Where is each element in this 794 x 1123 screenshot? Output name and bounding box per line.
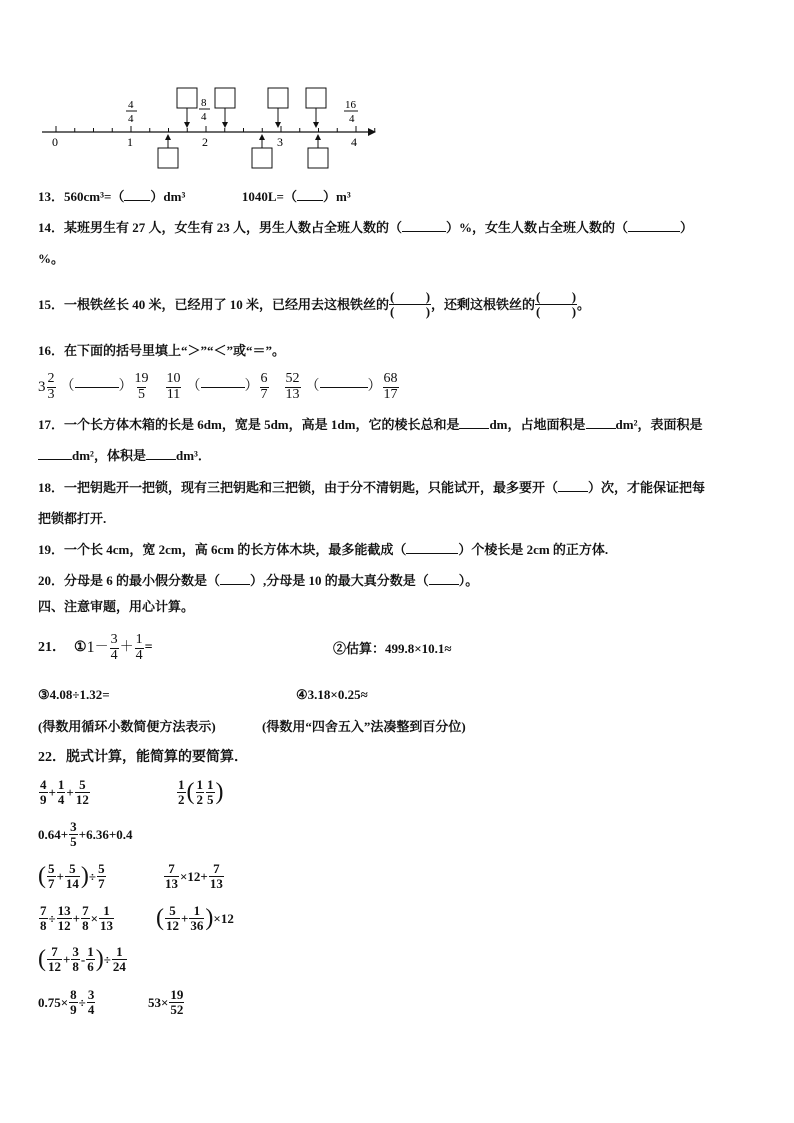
q18-number: 18． (38, 480, 65, 495)
fraction: $\frac{5}{7}$ (98, 860, 105, 891)
fraction: $\frac{1}{36}$ (190, 902, 204, 933)
fraction: $\frac{7}{8}$ (82, 902, 89, 933)
answer-box-bottom-3[interactable] (308, 148, 328, 168)
q21-eq: = (144, 640, 153, 655)
frac-6-7: $\frac{6}{7}$ (260, 370, 268, 402)
expr-10-pre: 53× (148, 994, 169, 1010)
frac-label-num-1: 4 (128, 99, 134, 111)
fraction: $\frac{7}{8}$ (40, 902, 47, 933)
q16-comparisons (38, 367, 400, 407)
expr-7: ( $\frac{5}{12}$ + $\frac{1}{36}$ ) ×12 (156, 902, 234, 933)
q17-c: dm²，体积是 (72, 448, 146, 463)
q19-blank[interactable] (406, 553, 458, 554)
fraction: $\frac{3}{5}$ (70, 818, 77, 849)
paren-close: ) (215, 779, 224, 805)
frac-3-4: $\frac{3}{4}$ (110, 631, 118, 663)
question-14 (38, 221, 693, 234)
q20-blank-2[interactable] (429, 584, 459, 585)
q15-fraction-left[interactable] (536, 290, 576, 318)
expr-4: ( $\frac{5}{7}$ + $\frac{5}{14}$ ) ÷ $\frac{5}{7}$ (38, 860, 105, 891)
q16-blank-2[interactable] (201, 387, 245, 388)
expr-5-mid: ×12+ (180, 868, 208, 884)
question-16 (38, 344, 285, 357)
q18-text: 一把钥匙开一把锁，现有三把钥匙和三把锁，由于分不清钥匙，只能试开，最多要开（ (64, 480, 559, 495)
q18-blank[interactable] (558, 491, 588, 492)
q14-mid: ）%，女生人数占全班人数的（ (446, 220, 629, 235)
answer-box-top-3[interactable] (268, 88, 288, 108)
fraction: $\frac{1}{2}$ (196, 776, 203, 807)
paren-open: ( (536, 288, 541, 304)
paren-close: ） (118, 379, 133, 394)
q21-estimate: 估算：499.8×10.1≈ (346, 641, 452, 656)
paren-close: ) (571, 288, 577, 304)
q15-number: 15． (38, 296, 65, 312)
q16-blank-1[interactable] (75, 387, 119, 388)
fraction: $\frac{8}{9}$ (70, 986, 77, 1017)
q19-text: 一个长 4cm，宽 2cm，高 6cm 的长方体木块，最多能截成（ (64, 542, 407, 557)
paren-open: ( (390, 288, 395, 304)
q13-part-a: 560cm³=（ (64, 189, 125, 204)
q20-mid: ）,分母是 10 的最大真分数是（ (250, 573, 429, 588)
q14-text: 某班男生有 27 人，女生有 23 人，男生人数占全班人数的（ (64, 220, 403, 235)
expr-5 (163, 858, 225, 894)
q18-end: ）次，才能保证把每 (588, 480, 706, 495)
question-18 (38, 481, 705, 494)
q17-number: 17． (38, 417, 65, 432)
q17-blank-1[interactable] (459, 428, 489, 429)
fraction: $\frac{1}{5}$ (207, 776, 214, 807)
expr-3-pre: 0.64+ (38, 826, 69, 842)
q21-expr-4: 3.18×0.25≈ (307, 687, 368, 702)
question-21-item2 (333, 642, 452, 655)
fraction: $\frac{5}{12}$ (166, 902, 179, 933)
tick-label-4: 4 (351, 135, 357, 149)
answer-box-bottom-1[interactable] (158, 148, 178, 168)
question-13 (38, 190, 351, 203)
q21-number: 21． (38, 640, 66, 655)
paren-close: ) (205, 905, 214, 931)
q22-number: 22． (38, 750, 66, 765)
q21-expr-3: 4.08÷1.32= (49, 687, 110, 702)
q15-end: 。 (577, 296, 591, 312)
frac-68-17: $\frac{68}{17}$ (383, 370, 398, 402)
q17-b: dm²，表面积是 (615, 417, 703, 432)
expr-2 (176, 774, 224, 810)
question-22 (38, 751, 248, 765)
paren-close: ) (425, 288, 431, 304)
fraction: $\frac{4}{9}$ (40, 776, 47, 807)
q22-text: 脱式计算，能简算的要简算． (66, 750, 248, 765)
fraction: $\frac{1}{6}$ (87, 943, 94, 974)
q21-plus: ＋ (119, 640, 134, 655)
q13-number: 13． (38, 189, 65, 204)
q21-minus: － (94, 640, 109, 655)
paren-open: ( (156, 905, 164, 931)
frac-label-den-1: 4 (128, 113, 134, 125)
q17-blank-2[interactable] (586, 428, 616, 429)
question-21-item4 (296, 688, 368, 701)
q16-text: 在下面的括号里填上“＞”“＜”或“＝”。 (64, 343, 286, 358)
paren-open: （ (60, 379, 75, 394)
q21-circle-4: ④ (296, 687, 308, 702)
q14-end: ） (680, 220, 694, 235)
question-15 (38, 282, 590, 326)
fraction: $\frac{7}{13}$ (209, 860, 223, 891)
fraction: $\frac{1}{13}$ (99, 902, 113, 933)
fraction: $\frac{3}{4}$ (87, 986, 95, 1017)
fraction: $\frac{1}{4}$ (57, 776, 65, 807)
q13-part-b: ）dm³ (150, 189, 186, 204)
q17-blank-4[interactable] (146, 459, 176, 460)
frac-2-3: $\frac{2}{3}$ (47, 370, 55, 402)
q13-blank-2[interactable] (297, 200, 323, 201)
question-20 (38, 574, 478, 587)
paren-close: ) (80, 863, 89, 889)
q17-text: 一个长方体木箱的长是 6dm，宽是 5dm，高是 1dm，它的棱长总和是 (64, 417, 460, 432)
paren-open: ( (390, 303, 395, 319)
q15-fraction-used[interactable] (390, 290, 430, 318)
q14-number: 14． (38, 220, 65, 235)
paren-open: ( (38, 946, 46, 972)
q17-blank-3[interactable] (38, 459, 72, 460)
frac-19-5: $\frac{19}{5}$ (134, 370, 149, 402)
expr-3 (38, 816, 133, 852)
paren-open: ( (536, 303, 541, 319)
frac-label-num-3: 16 (345, 99, 356, 111)
q14-blank-1[interactable] (402, 231, 446, 232)
expr-7-post: ×12 (213, 910, 234, 926)
paren-open: （ (186, 379, 201, 394)
number-line (38, 84, 378, 174)
expr-6: $\frac{7}{8}$ ÷ $\frac{13}{12}$ + $\frac{7}{8}$ × $\frac{1}{13}$ (40, 902, 113, 933)
fraction: $\frac{1}{2}$ (178, 776, 185, 807)
question-19 (38, 543, 608, 556)
paren-open: ( (38, 863, 46, 889)
q14-blank-2[interactable] (628, 231, 680, 232)
q21-note-3: (得数用循环小数简便方法表示) (38, 719, 216, 734)
expr-3-post: +6.36+0.4 (78, 826, 133, 842)
tick-label-3: 3 (277, 135, 283, 149)
q15-mid: ，还剩这根铁丝的 (431, 296, 536, 312)
fraction: $\frac{5}{14}$ (65, 860, 79, 891)
fraction: $\frac{13}{12}$ (57, 902, 71, 933)
paren-close: ) (95, 946, 104, 972)
tick-label-2: 2 (202, 135, 208, 149)
fraction: $\frac{3}{8}$ (72, 943, 79, 974)
fraction: $\frac{7}{13}$ (165, 860, 178, 891)
expr-9: 0.75× $\frac{8}{9}$ ÷ $\frac{3}{4}$ (38, 986, 95, 1017)
section-heading: 四、注意审题，用心计算。 (38, 599, 195, 614)
frac-52-13: $\frac{52}{13}$ (285, 370, 300, 402)
tick-label-0: 0 (52, 135, 58, 149)
fraction: $\frac{5}{7}$ (48, 860, 55, 891)
frac-10-11: $\frac{10}{11}$ (166, 370, 181, 402)
expr-8: ( $\frac{7}{12}$ + $\frac{3}{8}$ - $\frac{1}{6}$ ) ÷ $\frac{1}{24}$ (38, 943, 126, 974)
paren-close: ） (244, 379, 259, 394)
q20-number: 20． (38, 573, 65, 588)
frac-label-den-2: 4 (201, 111, 207, 123)
answer-box-top-1[interactable] (177, 88, 197, 108)
question-21-row1 (38, 630, 153, 666)
q17-a: dm，占地面积是 (489, 417, 586, 432)
q15-text: 一根铁丝长 40 米，已经用了 10 米，已经用去这根铁丝的 (64, 296, 390, 312)
paren-close: ) (425, 303, 431, 319)
paren-open: ( (186, 779, 195, 805)
answer-box-top-4[interactable] (306, 88, 326, 108)
paren-close: ） (367, 379, 382, 394)
fraction: $\frac{7}{12}$ (48, 943, 61, 974)
paren-open: （ (305, 379, 320, 394)
q21-circle-3: ③ (38, 687, 50, 702)
paren-close: ) (571, 303, 577, 319)
q21-circle-1: ① (74, 640, 87, 655)
q21-one: 1 (86, 639, 95, 656)
q14-line2: %。 (38, 251, 65, 266)
answer-box-bottom-2[interactable] (252, 148, 272, 168)
q13-part-d: ）m³ (322, 189, 351, 204)
q20-end: ）。 (458, 573, 479, 588)
tick-label-1: 1 (127, 135, 133, 149)
fraction: $\frac{19}{52}$ (170, 986, 184, 1017)
q17-d: dm³． (175, 448, 211, 463)
frac-label-den-3: 4 (349, 113, 355, 125)
q18-line2: 把锁都打开. (38, 511, 107, 526)
fraction: $\frac{5}{12}$ (75, 776, 89, 807)
q21-note-4: (得数用“四舍五入”法凑整到百分位) (262, 719, 466, 734)
frac-1-4: $\frac{1}{4}$ (135, 631, 143, 663)
question-17 (38, 418, 702, 431)
q16-number: 16． (38, 343, 65, 358)
frac-label-num-2: 8 (201, 97, 207, 109)
q13-blank-1[interactable] (124, 200, 150, 201)
q13-part-c: 1040L=（ (241, 189, 297, 204)
q16-blank-3[interactable] (320, 387, 368, 388)
question-21-item3 (38, 688, 110, 701)
mixed-whole: 3 (38, 378, 46, 395)
q19-end: ）个棱长是 2cm 的正方体. (458, 542, 609, 557)
q19-number: 19． (38, 542, 65, 557)
expr-10 (148, 984, 185, 1020)
fraction: $\frac{1}{24}$ (112, 943, 126, 974)
q21-circle-2: ② (333, 641, 347, 656)
q20-blank-1[interactable] (220, 584, 250, 585)
answer-box-top-2[interactable] (215, 88, 235, 108)
q20-text: 分母是 6 的最小假分数是（ (64, 573, 221, 588)
question-17-line2 (38, 449, 211, 462)
expr-1: $\frac{4}{9}$ + $\frac{1}{4}$ + $\frac{5}{12}$ (40, 776, 89, 807)
expr-9-pre: 0.75× (38, 994, 69, 1010)
